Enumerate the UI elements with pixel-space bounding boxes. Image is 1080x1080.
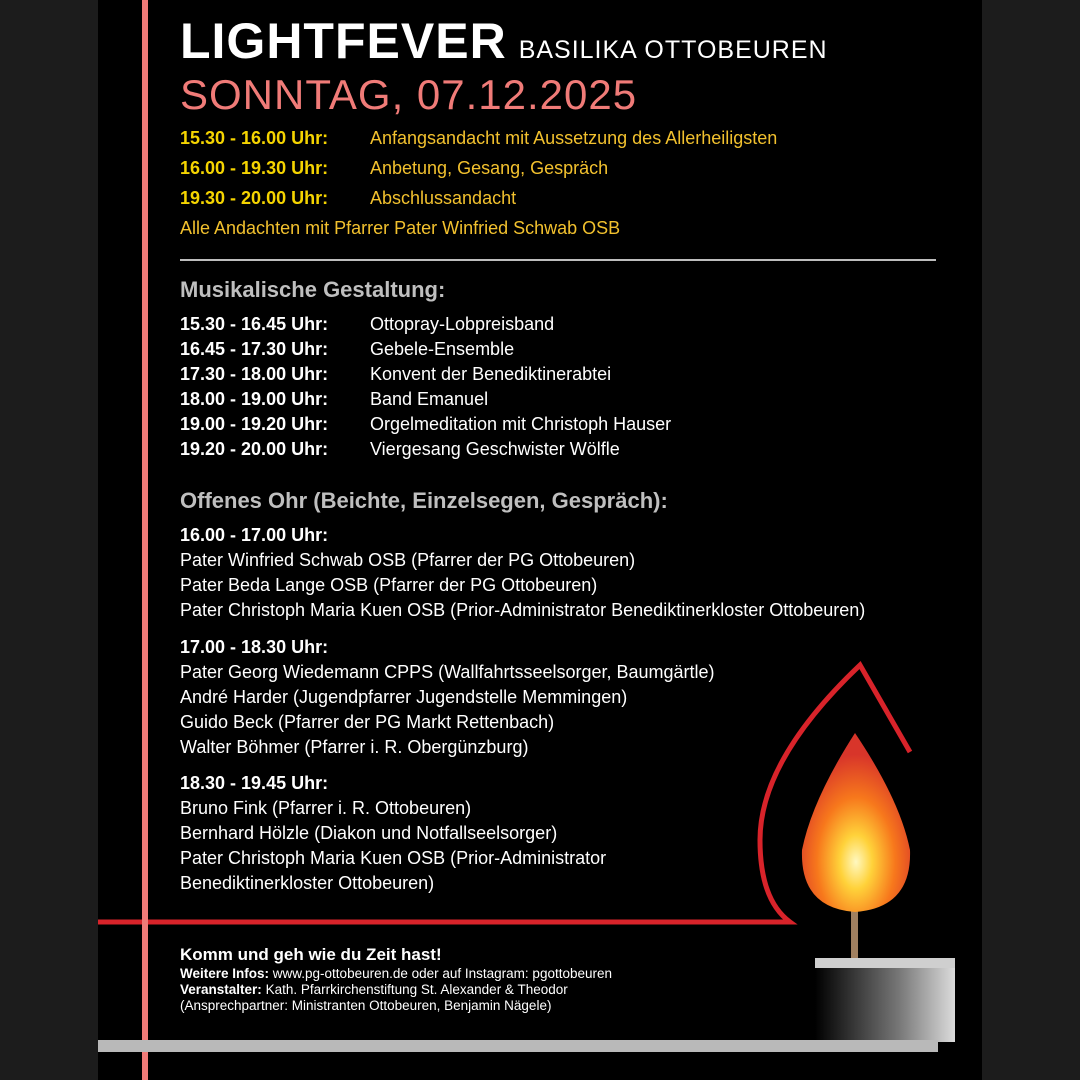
location-text: BASILIKA OTTOBEUREN: [518, 36, 828, 64]
schedule-row: [180, 157, 608, 179]
music-time: 17.30 - 18.00 Uhr:: [180, 364, 329, 384]
schedule-row: [180, 187, 516, 209]
person-line: Guido Beck (Pfarrer der PG Markt Rettenbach): [180, 712, 555, 732]
info-label: Weitere Infos:: [180, 966, 270, 981]
person-line: Pater Christoph Maria Kuen OSB (Prior-Administrator: [180, 848, 607, 868]
slot-time: 17.00 - 18.30 Uhr:: [180, 637, 329, 657]
music-time: 19.00 - 19.20 Uhr:: [180, 414, 329, 434]
music-text: Ottopray-Lobpreisband: [370, 314, 555, 334]
person-line: Pater Christoph Maria Kuen OSB (Prior-Administrator Benediktinerkloster Ottobeuren): [180, 600, 866, 620]
person-line: Pater Winfried Schwab OSB (Pfarrer der PG Ottobeuren): [180, 550, 636, 570]
schedule-text: Abschlussandacht: [370, 188, 517, 208]
info-line: [180, 966, 612, 982]
music-row: [180, 413, 671, 435]
section-divider: [180, 259, 936, 261]
person-line: André Harder (Jugendpfarrer Jugendstelle Memmingen): [180, 687, 628, 707]
open-ear-slot: [180, 635, 715, 760]
music-heading: Musikalische Gestaltung:: [180, 277, 446, 302]
schedule-note: Alle Andachten mit Pfarrer Pater Winfried Schwab OSB: [180, 218, 621, 238]
open-ear-slot: [180, 771, 606, 896]
person-line: Bruno Fink (Pfarrer i. R. Ottobeuren): [180, 798, 472, 818]
schedule-text: Anfangsandacht mit Aussetzung des Allerheiligsten: [370, 128, 778, 148]
organizer-line: [180, 982, 612, 998]
info-text: www.pg-ottobeuren.de oder auf Instagram: pgottobeuren: [272, 966, 613, 981]
vertical-accent-line: [142, 0, 148, 1080]
schedule-text: Anbetung, Gesang, Gespräch: [370, 158, 609, 178]
schedule-row: [180, 127, 777, 149]
open-ear-slot: [180, 523, 865, 623]
open-ear-heading: Offenes Ohr (Beichte, Einzelsegen, Gespräch):: [180, 488, 668, 513]
music-row: [180, 388, 488, 410]
organizer-text: Kath. Pfarrkirchenstiftung St. Alexander & Theodor: [265, 982, 568, 997]
music-row: [180, 313, 554, 335]
person-line: Benediktinerkloster Ottobeuren): [180, 873, 435, 893]
bottom-bar: [98, 1040, 938, 1052]
organizer-label: Veranstalter:: [180, 982, 262, 997]
contact-line: (Ansprechpartner: Ministranten Ottobeuren, Benjamin Nägele): [180, 998, 552, 1013]
music-row: [180, 338, 514, 360]
person-line: Pater Georg Wiedemann CPPS (Wallfahrtsseelsorger, Baumgärtle): [180, 662, 715, 682]
music-time: 18.00 - 19.00 Uhr:: [180, 389, 329, 409]
person-line: Bernhard Hölzle (Diakon und Notfallseelsorger): [180, 823, 558, 843]
footer: [180, 944, 612, 1014]
music-row: [180, 438, 620, 460]
schedule-time: 15.30 - 16.00 Uhr:: [180, 128, 329, 148]
music-text: Konvent der Benediktinerabtei: [370, 364, 612, 384]
schedule-time: 16.00 - 19.30 Uhr:: [180, 158, 329, 178]
person-line: Walter Böhmer (Pfarrer i. R. Obergünzburg): [180, 737, 529, 757]
music-time: 19.20 - 20.00 Uhr:: [180, 439, 329, 459]
person-line: Pater Beda Lange OSB (Pfarrer der PG Ottobeuren): [180, 575, 598, 595]
title-text: LIGHTFEVER: [180, 13, 507, 69]
music-text: Orgelmeditation mit Christoph Hauser: [370, 414, 672, 434]
slogan: Komm und geh wie du Zeit hast!: [180, 945, 442, 964]
music-time: 15.30 - 16.45 Uhr:: [180, 314, 329, 334]
slot-time: 18.30 - 19.45 Uhr:: [180, 773, 329, 793]
music-time: 16.45 - 17.30 Uhr:: [180, 339, 329, 359]
slot-time: 16.00 - 17.00 Uhr:: [180, 525, 329, 545]
music-text: Band Emanuel: [370, 389, 489, 409]
schedule-time: 19.30 - 20.00 Uhr:: [180, 188, 329, 208]
music-text: Gebele-Ensemble: [370, 339, 515, 359]
music-row: [180, 363, 611, 385]
music-text: Viergesang Geschwister Wölfle: [370, 439, 620, 459]
event-date: SONNTAG, 07.12.2025: [180, 71, 638, 118]
